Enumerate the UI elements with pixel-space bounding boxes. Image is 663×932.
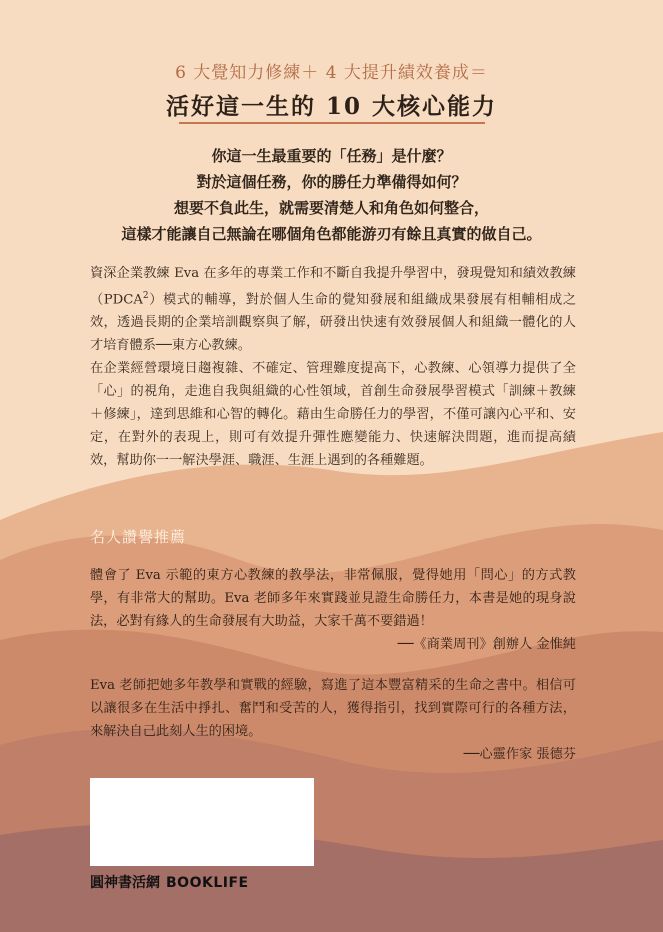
recommendation-1	[90, 564, 576, 656]
intro-block	[60, 143, 603, 247]
body-paragraph-2: 在企業經營環境日趨複雜、不確定、管理難度提高下，心教練、心領導力提供了全「心」的視角，走進自我與組織的心性領域，首創生命發展學習模式「訓練＋教練＋修練」，達到思維和心智的轉化。藉由生命勝任力的學習，不僅可讓內心平和、安定，在對外的表現上，則可有效提升彈性應變能力、快速解決問題，進而提高績效，幫助你一一解決學涯、職涯、生涯上遇到的各種難題。	[90, 361, 576, 469]
intro-line: 你這一生最重要的「任務」是什麼？	[211, 147, 452, 165]
publisher-name-en: BOOKLIFE	[166, 875, 249, 891]
publisher-name-cn: 圓神書活網	[90, 875, 160, 891]
publisher-logo	[90, 872, 249, 892]
superscript: 2	[142, 291, 149, 301]
intro-line: 對於這個任務，你的勝任力準備得如何？	[196, 173, 467, 191]
header-subtitle: 6 大覺知力修練＋ 4 大提升績效養成＝	[175, 63, 488, 83]
body-paragraph-1: 資深企業教練 Eva 在多年的專業工作和不斷自我提升學習中，發現覺知和績效教練（PDCA$^2$）模式的輔導，對於個人生命的覺知發展和組織成果發展有相輔相成之效，透過長期的企業培訓觀察與了解，研發出快速有效發展個人和組織一體化的人才培育體系──東方心教練。	[90, 266, 577, 354]
recommendation-signature: ──心靈作家 張德芬	[463, 747, 576, 762]
title-underline	[179, 122, 485, 124]
barcode-area	[90, 778, 314, 866]
recommendation-2	[90, 674, 576, 766]
body-text	[90, 262, 576, 472]
recommendation-signature: ──《商業周刊》創辦人 金惟純	[397, 637, 576, 652]
recommendations-heading: 名人讚譽推薦	[90, 528, 187, 546]
intro-line: 想要不負此生，就需要清楚人和角色如何整合，	[173, 199, 489, 217]
recommendation-text: 體會了 Eva 示範的東方心教練的教學法，非常佩服，覺得她用「問心」的方式教學，有非常大的幫助。Eva 老師多年來實踐並見證生命勝任力，本書是她的現身說法，必對有緣人的生命發展有大助益，大家千萬不要錯過！	[90, 568, 576, 629]
intro-line: 這樣才能讓自己無論在哪個角色都能游刃有餘且真實的做自己。	[121, 225, 542, 243]
header-title: 活好這一生的 10 大核心能力	[165, 93, 498, 120]
recommendation-text: Eva 老師把她多年教學和實戰的經驗，寫進了這本豐富精采的生命之書中。相信可以讓很多在生活中掙扎、奮鬥和受苦的人，獲得指引，找到實際可行的各種方法，來解決自己此刻人生的困境。	[90, 678, 576, 739]
